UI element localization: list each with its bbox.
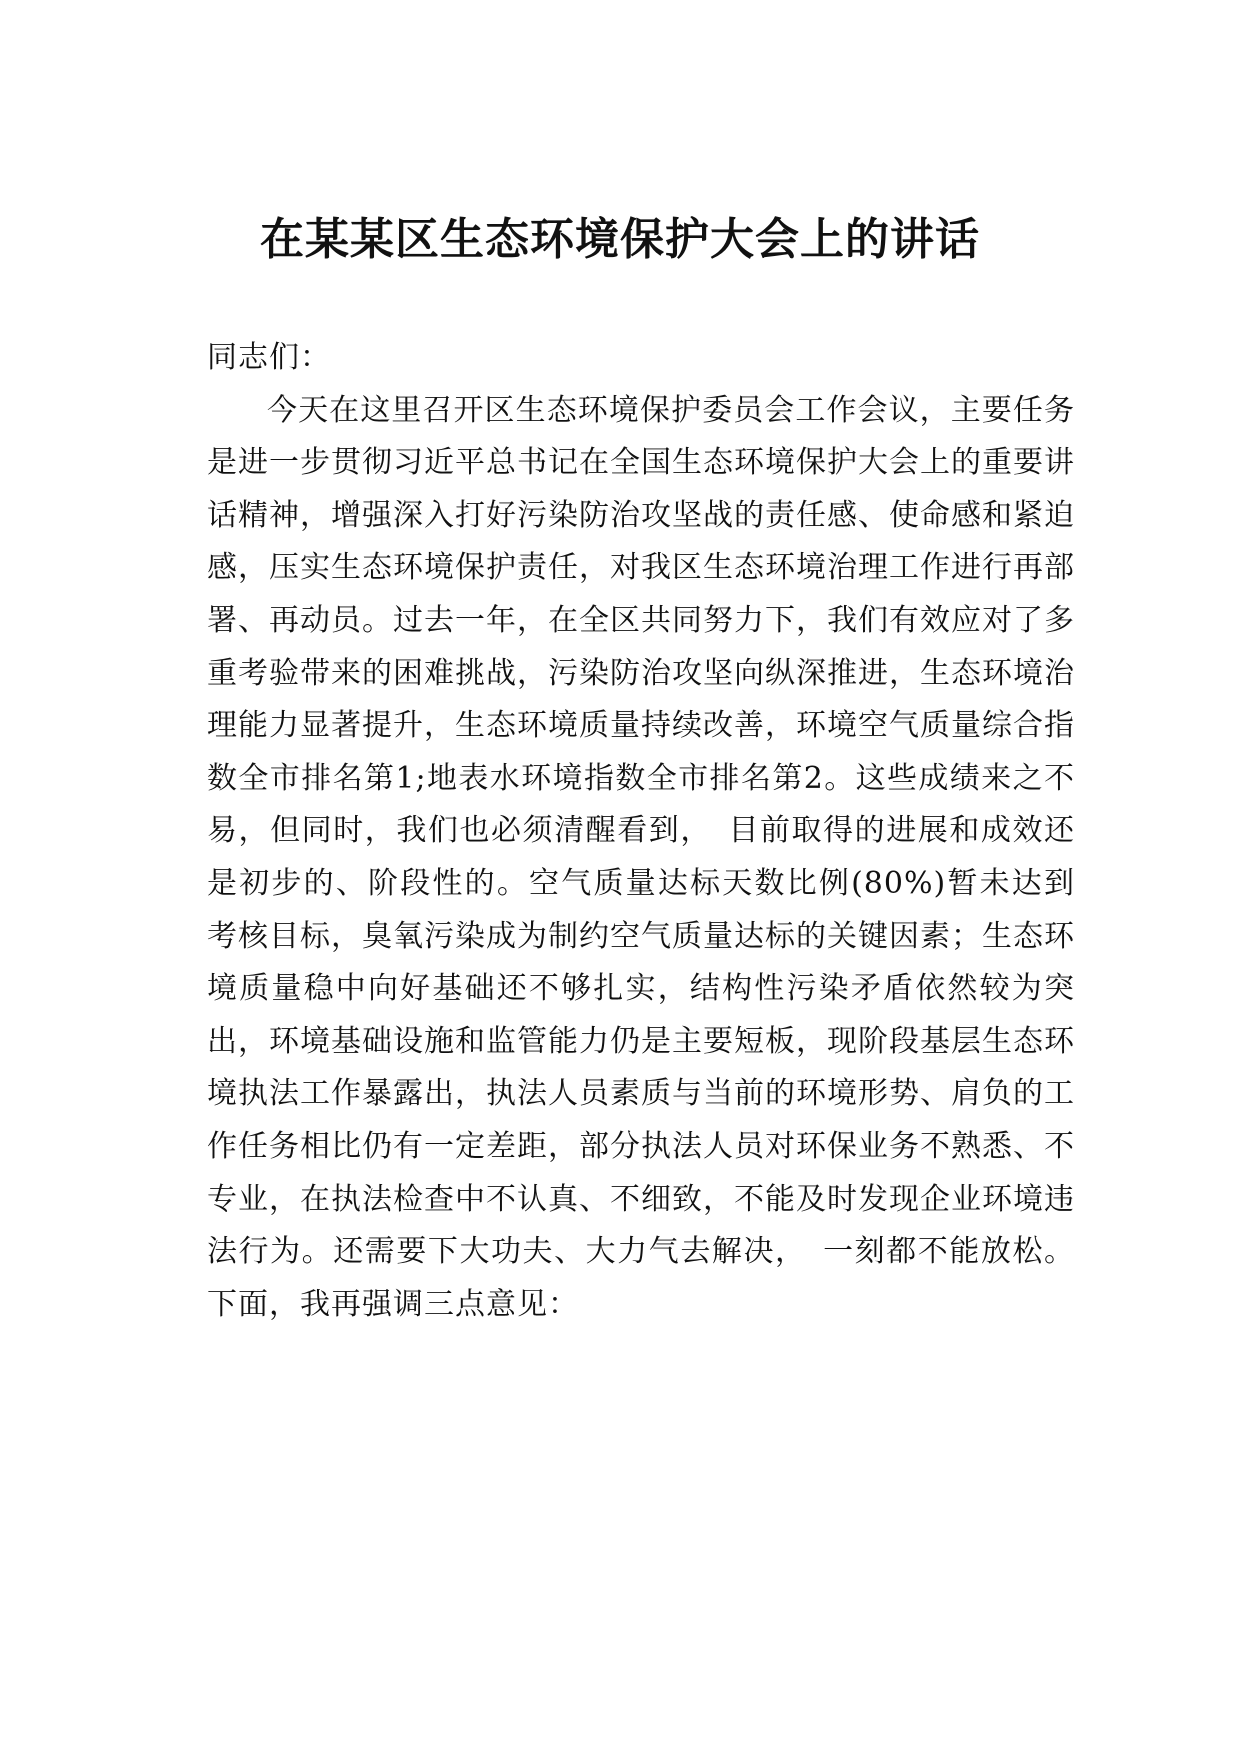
salutation: 同志们：	[207, 340, 331, 375]
body-paragraph: 今天在这里召开区生态环境保护委员会工作会议，主要任务是进一步贯彻习近平总书记在全国生态环境保护大会上的重要讲话精神，增强深入打好污染防治攻坚战的责任感、使命感和紧迫感，压实生态环境保护责任，对我区生态环境治理工作进行再部署、再动员。过去一年，在全区共同努力下，我们有效应对了多重考验带来的困难挑战，污染防治攻坚向纵深推进，生态环境治理能力显著提升，生态环境质量持续改善，环境空气质量综合指数全市排名第1;地表水环境指数全市排名第2。这些成绩来之不易，但同时，我们也必须清醒看到， 目前取得的进展和成效还是初步的、阶段性的。空气质量达标天数比例(80%)暂未达到考核目标，臭氧污染成为制约空气质量达标的关键因素；生态环境质量稳中向好基础还不够扎实，结构性污染矛盾依然较为突出，环境基础设施和监管能力仍是主要短板，现阶段基层生态环境执法工作暴露出，执法人员素质与当前的环境形势、肩负的工作任务相比仍有一定差距，部分执法人员对环保业务不熟悉、不专业，在执法检查中不认真、不细致，不能及时发现企业环境违法行为。还需要下大功夫、大力气去解决， 一刻都不能放松。下面，我再强调三点意见：	[207, 392, 1075, 1322]
document-title: 在某某区生态环境保护大会上的讲话	[260, 214, 980, 265]
document-body	[207, 332, 1075, 1331]
